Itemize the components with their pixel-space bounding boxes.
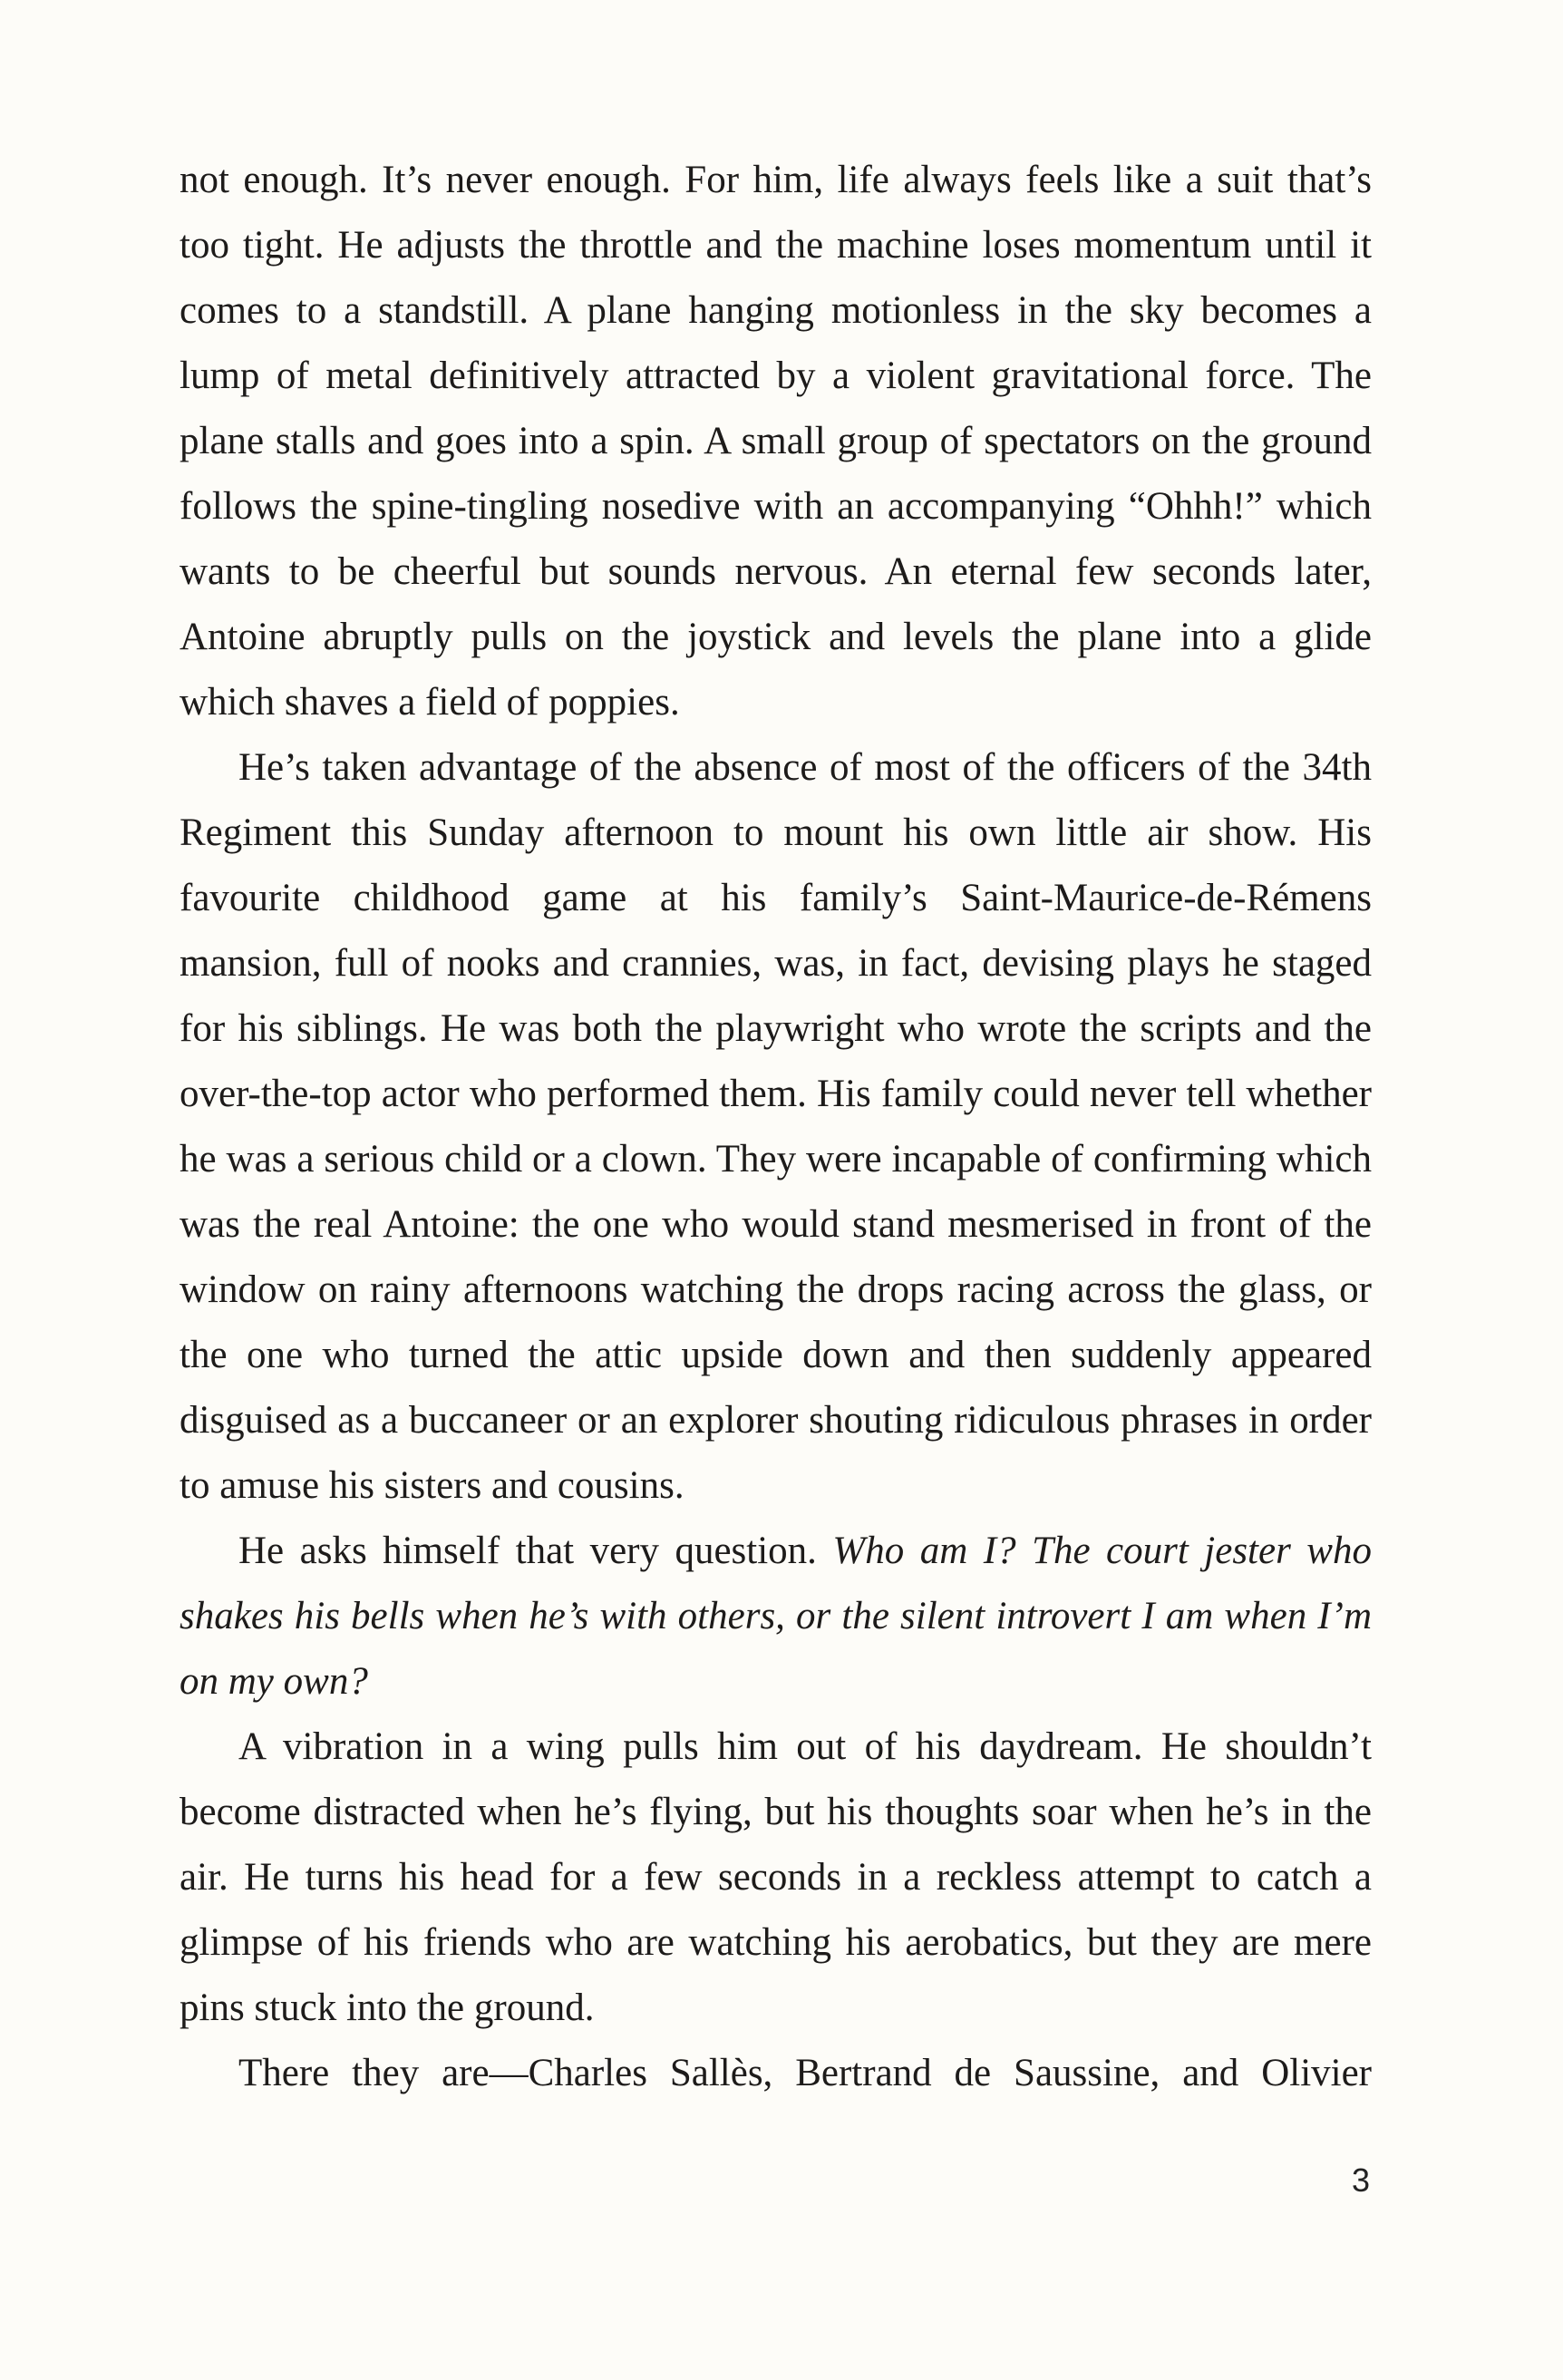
paragraph-3-italic-thought: Who am I? The court jester who shakes his bells when he’s with others, or the silent introvert I am when I’m on my own?: [180, 1530, 1372, 1703]
paragraph-2: He’s taken advantage of the absence of most of the officers of the 34th Regiment this Sunday afternoon to mount his own little air show. His favourite childhood game at his family’s Saint-Maurice-de-Rémens mansion, full of nooks and crannies, was, in fact, devising plays he staged for his siblings. He was both the playwright who wrote the scripts and the over-the-top actor who performed them. His family could never tell whether he was a serious child or a clown. They were incapable of confirming which was the real Antoine: the one who would stand mesmerised in front of the window on rainy afternoons watching the drops racing across the glass, or the one who turned the attic upside down and then suddenly appeared disguised as a buccaneer or an explorer shouting ridiculous phrases in order to amuse his sisters and cousins.: [180, 746, 1372, 1507]
paragraph-3-lead: He asks himself that very question.: [238, 1530, 833, 1572]
page-number: 3: [1351, 2161, 1370, 2199]
body-text: [180, 148, 1372, 2106]
paragraph-5: There they are—Charles Sallès, Bertrand de Saussine, and Olivier: [238, 2052, 1372, 2094]
paragraph-4: A vibration in a wing pulls him out of his daydream. He shouldn’t become distracted when he’s flying, but his thoughts soar when he’s in the air. He turns his head for a few seconds in a reckless attempt to catch a glimpse of his friends who are watching his aerobatics, but they are mere pins stuck into the ground.: [180, 1725, 1372, 2029]
paragraph-3: [180, 1519, 1372, 1715]
paragraph-1: not enough. It’s never enough. For him, life always feels like a suit that’s too tight. He adjusts the throttle and the machine loses momentum until it comes to a standstill. A plane hanging motionless in the sky becomes a lump of metal definitively attracted by a violent gravitational force. The plane stalls and goes into a spin. A small group of spectators on the ground follows the spine-tingling nosedive with an accompanying “Ohhh!” which wants to be cheerful but sounds nervous. An eternal few seconds later, Antoine abruptly pulls on the joystick and levels the plane into a glide which shaves a field of poppies.: [180, 159, 1372, 724]
